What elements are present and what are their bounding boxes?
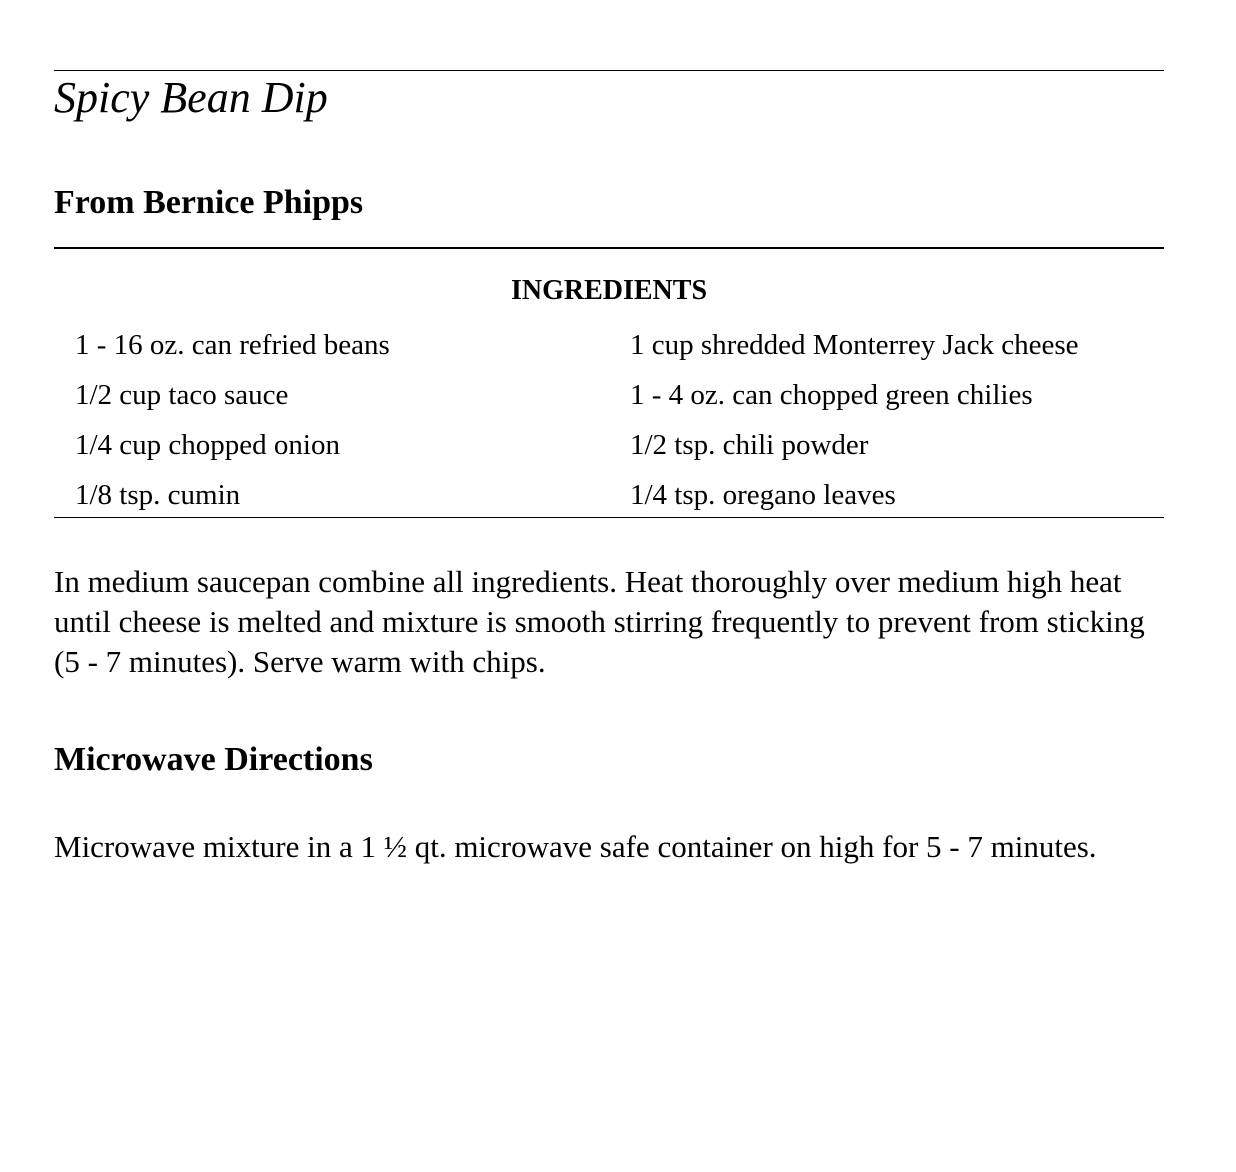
ingredients-divider [54,517,1164,518]
ingredients-table [54,320,1164,520]
ingredient-row [54,420,1164,470]
recipe-card [54,70,1164,864]
microwave-heading: Microwave Directions [54,741,373,778]
ingredient-item: 1/2 cup taco sauce [75,379,289,411]
ingredient-item: 1/4 cup chopped onion [75,429,340,461]
ingredient-item: 1 cup shredded Monterrey Jack cheese [630,329,1079,361]
ingredient-item: 1/2 tsp. chili powder [630,429,869,461]
ingredient-item: 1/8 tsp. cumin [75,479,241,511]
ingredient-row [54,470,1164,520]
ingredient-item: 1/4 tsp. oregano leaves [630,479,896,511]
ingredient-row [54,320,1164,370]
ingredient-row [54,370,1164,420]
recipe-author: From Bernice Phipps [54,184,364,221]
ingredients-heading: INGREDIENTS [510,275,708,306]
ingredient-item: 1 - 4 oz. can chopped green chilies [630,379,1033,411]
author-divider [54,247,1164,249]
microwave-text: Microwave mixture in a 1 ½ qt. microwave safe container on high for 5 - 7 minutes. [54,829,1097,864]
directions-text: In medium saucepan combine all ingredients. Heat thoroughly over medium high heat until cheese is melted and mixture is smooth stirring frequently to prevent from sticking (5 - 7 minutes). Serve warm with chips. [54,564,1145,679]
recipe-title: Spicy Bean Dip [54,73,328,122]
ingredient-item: 1 - 16 oz. can refried beans [75,329,390,361]
